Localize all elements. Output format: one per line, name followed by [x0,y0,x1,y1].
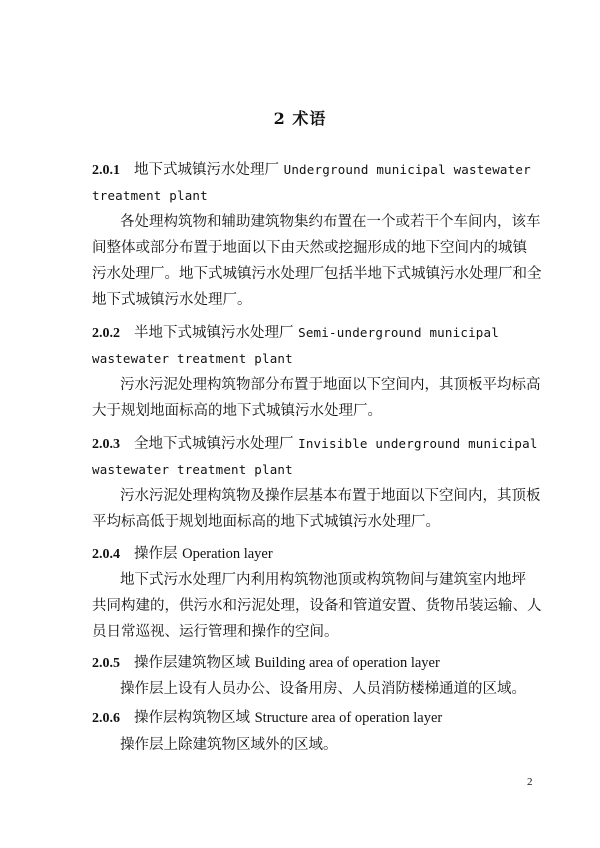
term-heading-2-0-4 [92,541,514,567]
term-heading-2-0-2 [92,320,514,346]
term-heading-en: Building area of operation layer [254,655,440,671]
term-heading-en-continued [92,457,514,483]
term-body-line: 间整体或部分布置于地面以下由天然或挖掘形成的地下空间内的城镇 [92,240,527,256]
term-heading-en-continued [92,183,514,209]
term-heading-en: Invisible underground municipal [298,436,538,451]
term-body-line: 员日常巡视、运行管理和操作的空间。 [92,624,339,640]
term-heading-2-0-3 [92,431,538,457]
term-heading-zh: 操作层 [134,546,178,562]
term-heading-zh: 操作层建筑物区域 [134,655,250,671]
term-heading-2-0-5 [92,650,514,676]
term-heading-en: Semi-underground municipal [298,325,499,340]
term-body-line: 污水处理厂。地下式城镇污水处理厂包括半地下式城镇污水处理厂和全 [92,266,542,282]
term-heading-zh: 地下式城镇污水处理厂 [134,162,279,178]
term-heading-en-cont-text: treatment plant [92,188,208,203]
term-heading-en-continued [92,346,514,372]
term-number: 2.0.4 [92,547,120,562]
term-number: 2.0.5 [92,656,120,671]
term-body-line: 各处理构筑物和辅助建筑物集约布置在一个或若干个车间内，该车 [120,214,541,230]
term-heading-zh: 操作层构筑物区域 [134,710,250,726]
term-heading-zh: 半地下式城镇污水处理厂 [134,325,294,341]
term-number: 2.0.2 [92,326,120,341]
term-heading-en-cont-text: wastewater treatment plant [92,462,293,477]
term-body-line: 污水污泥处理构筑物部分布置于地面以下空间内，其顶板平均标高 [120,377,541,393]
term-number: 2.0.3 [92,437,120,452]
term-body-line: 操作层上除建筑物区域外的区域。 [120,737,338,753]
term-body-line: 大于规划地面标高的地下式城镇污水处理厂。 [92,403,382,419]
term-heading-zh: 全地下式城镇污水处理厂 [134,436,294,452]
term-heading-en: Underground municipal wastewater [283,162,531,177]
term-body-line: 污水污泥处理构筑物及操作层基本布置于地面以下空间内，其顶板 [120,488,541,504]
term-body-line: 平均标高低于规划地面标高的地下式城镇污水处理厂。 [92,514,440,530]
term-heading-2-0-6 [92,705,514,731]
term-body-line: 操作层上设有人员办公、设备用房、人员消防楼梯通道的区域。 [120,681,526,697]
term-body-line: 地下式城镇污水处理厂。 [92,292,252,308]
term-body-line: 共同构建的，供污水和污泥处理，设备和管道安置、货物吊装运输、人 [92,598,542,614]
page-number: 2 [527,776,533,788]
term-body-line: 地下式污水处理厂内利用构筑物池顶或构筑物间与建筑室内地坪 [120,572,526,588]
term-heading-en: Structure area of operation layer [254,710,443,726]
term-heading-en-cont-text: wastewater treatment plant [92,351,293,366]
term-heading-2-0-1 [92,157,531,183]
term-number: 2.0.6 [92,711,120,726]
term-number: 2.0.1 [92,163,120,178]
chapter-title: 2 术语 [273,109,327,128]
term-heading-en: Operation layer [182,546,273,562]
